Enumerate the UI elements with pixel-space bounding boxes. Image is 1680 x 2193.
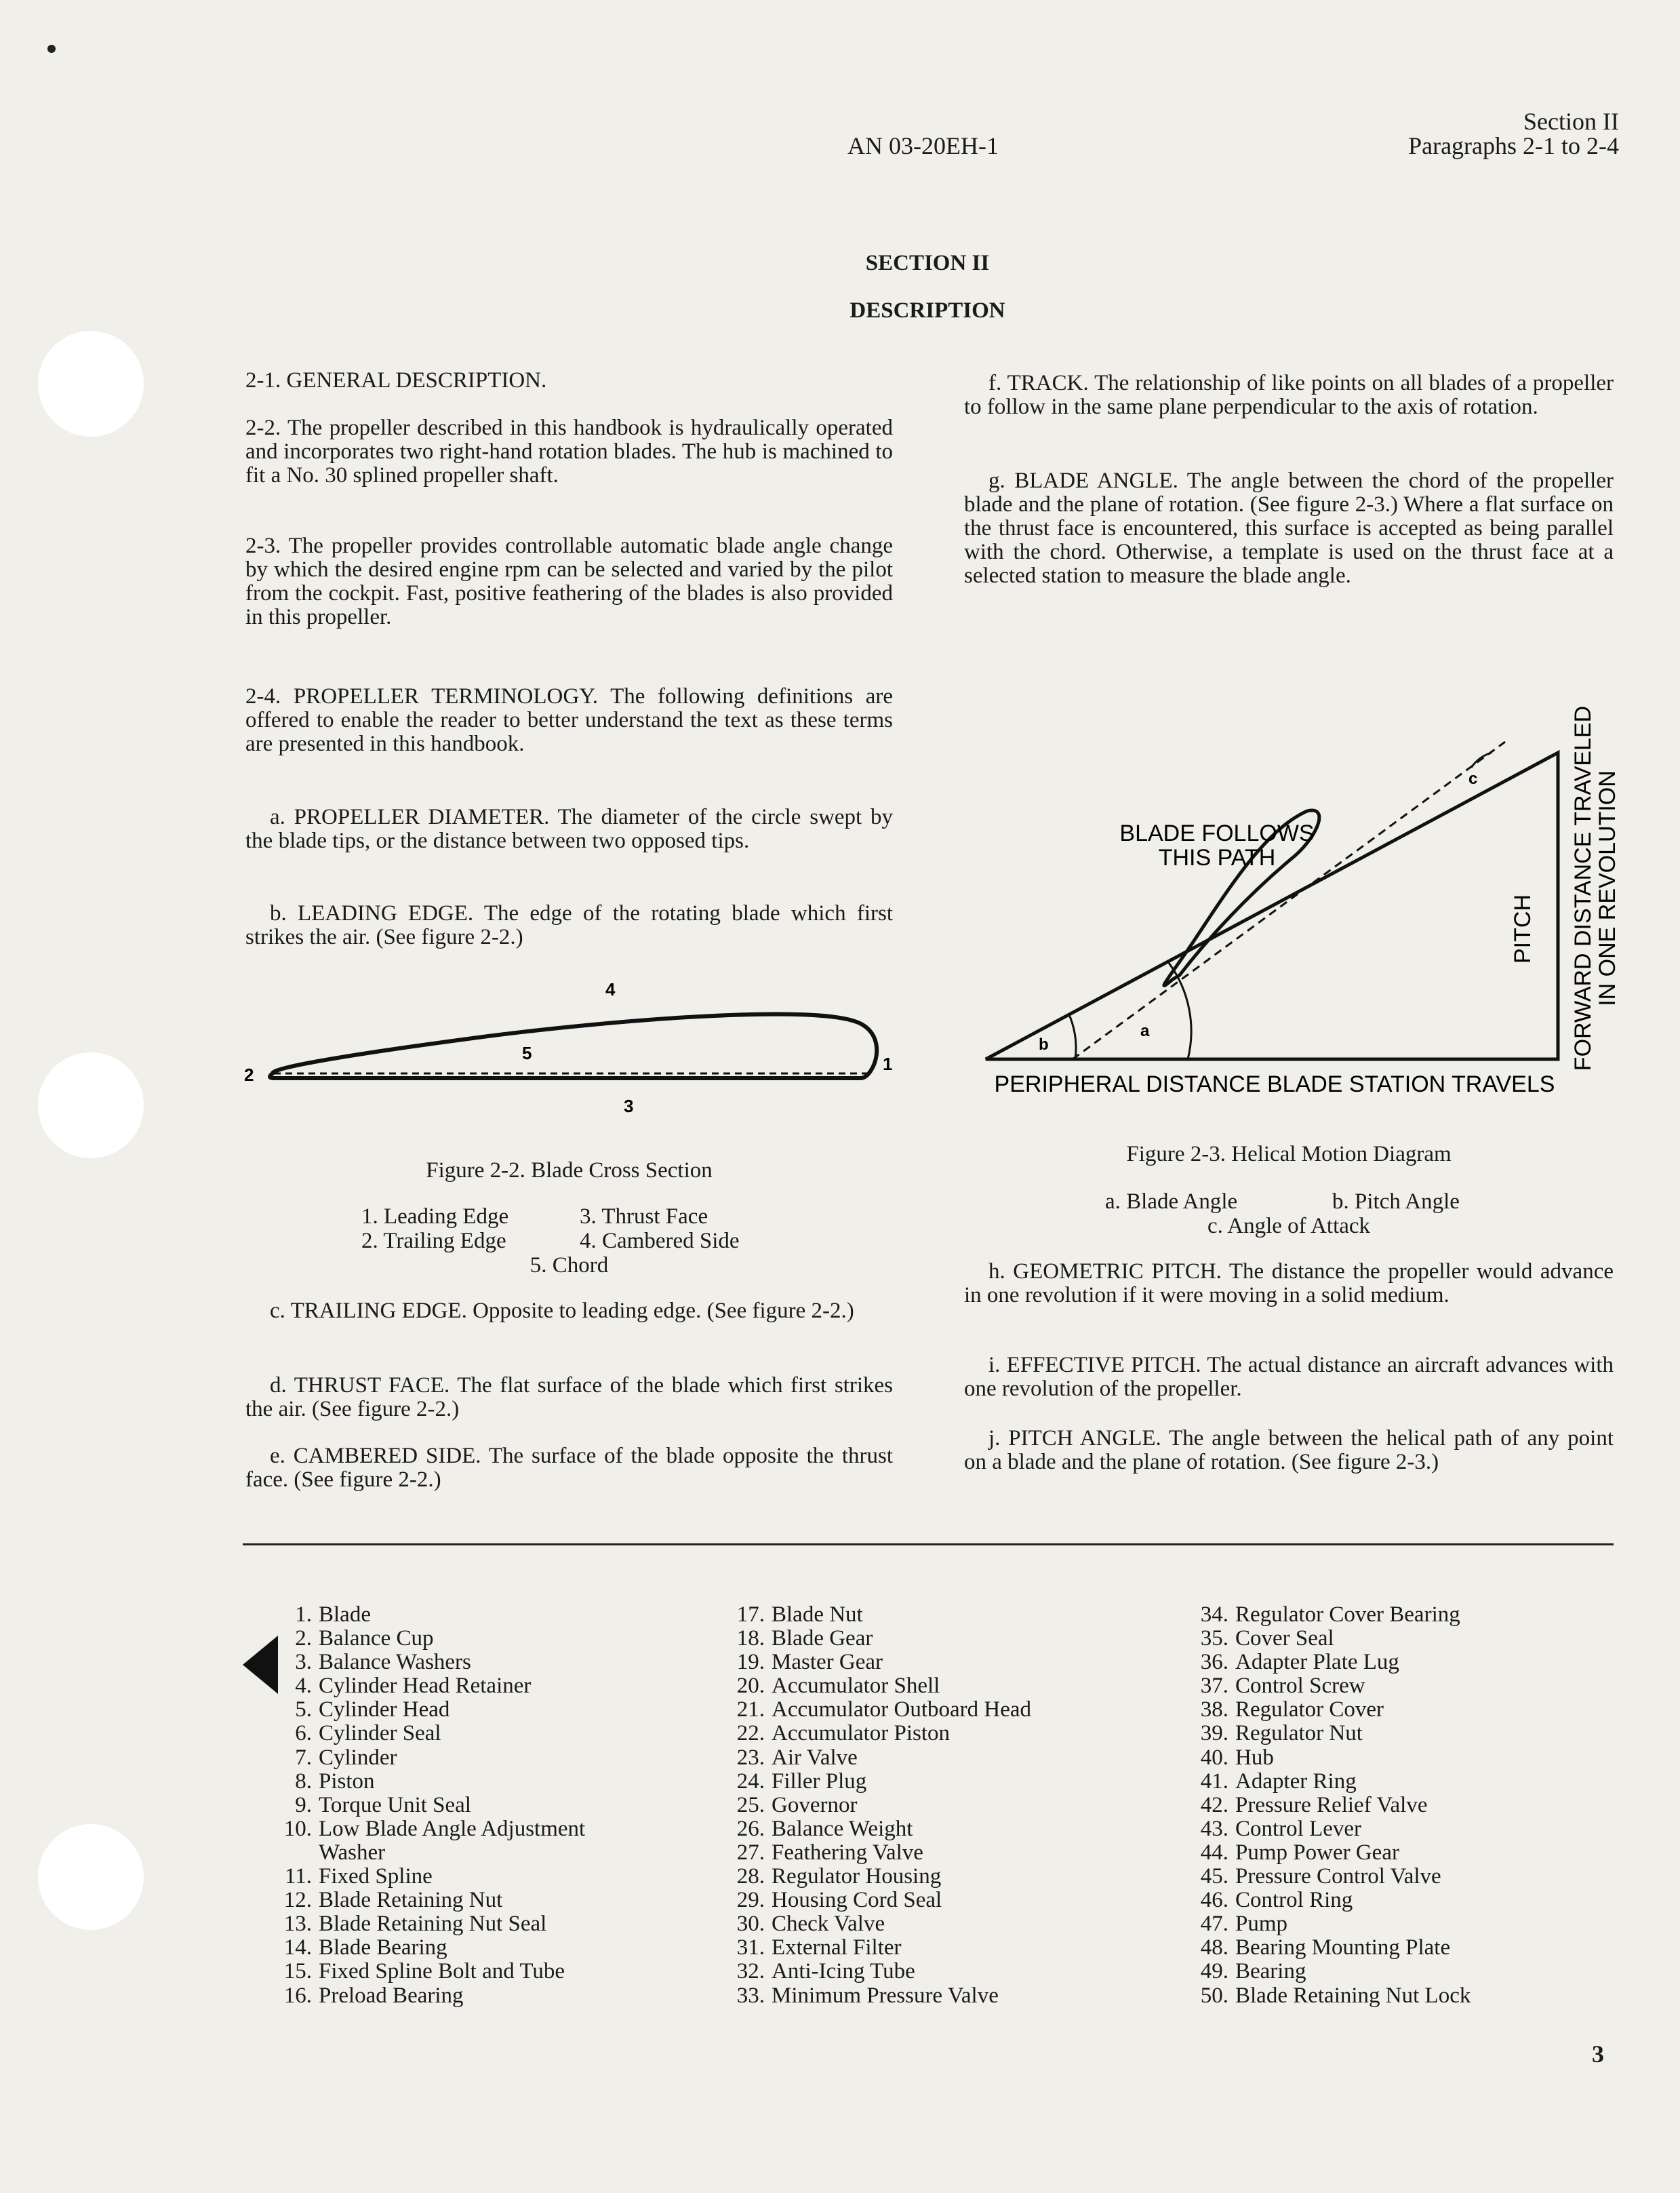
angle-a-label: a bbox=[1140, 1022, 1150, 1040]
part-name: Control Ring bbox=[1235, 1888, 1353, 1913]
part-name: Hub bbox=[1235, 1745, 1274, 1770]
part-name: Blade Bearing bbox=[319, 1935, 447, 1960]
ink-dot bbox=[47, 45, 56, 53]
parts-list-item bbox=[717, 1746, 1031, 1770]
paragraphs-label: Paragraphs 2-1 to 2-4 bbox=[1408, 132, 1619, 159]
parts-list-item bbox=[1181, 1817, 1471, 1841]
parts-list-column-3 bbox=[1181, 1603, 1471, 2008]
para-b: b. LEADING EDGE. The edge of the rotating blade which first strikes the air. (See figure 2-2.) bbox=[245, 901, 893, 949]
part-number: 29. bbox=[736, 1888, 765, 1913]
part-name: Bearing Mounting Plate bbox=[1235, 1935, 1451, 1960]
parts-list-item bbox=[264, 1912, 585, 1936]
path-label-line-2: THIS PATH bbox=[1158, 845, 1276, 871]
label-1: 1 bbox=[883, 1054, 893, 1074]
label-5: 5 bbox=[522, 1043, 532, 1063]
part-name: Blade Retaining Nut Seal bbox=[319, 1912, 547, 1937]
part-name: Accumulator Shell bbox=[772, 1674, 940, 1699]
part-number: 47. bbox=[1200, 1912, 1228, 1937]
parts-list-item bbox=[264, 1627, 585, 1651]
part-number: 17. bbox=[736, 1602, 765, 1627]
part-number: 40. bbox=[1200, 1745, 1228, 1770]
part-number: 5. bbox=[295, 1697, 312, 1722]
part-number: 50. bbox=[1200, 1983, 1228, 2008]
parts-list-item bbox=[717, 1722, 1031, 1745]
para-c: c. TRAILING EDGE. Opposite to leading edge. (See figure 2-2.) bbox=[270, 1299, 854, 1323]
parts-list-item bbox=[1181, 1698, 1471, 1722]
part-number: 22. bbox=[736, 1721, 765, 1746]
parts-list-item bbox=[1181, 1627, 1471, 1651]
parts-list-item bbox=[1181, 1960, 1471, 1983]
label-4: 4 bbox=[605, 979, 616, 1000]
path-label-line-1: BLADE FOLLOWS bbox=[1119, 821, 1315, 846]
part-number: 16. bbox=[283, 1983, 312, 2008]
doc-number: AN 03-20EH-1 bbox=[847, 132, 999, 159]
part-name: Housing Cord Seal bbox=[772, 1888, 942, 1913]
parts-list-item bbox=[717, 1674, 1031, 1698]
legend-item: 1. Leading Edge bbox=[361, 1204, 509, 1229]
parts-list-item bbox=[264, 1674, 585, 1698]
part-name: Regulator Housing bbox=[772, 1864, 942, 1889]
parts-list-item bbox=[1181, 1912, 1471, 1936]
part-name: Minimum Pressure Valve bbox=[772, 1983, 999, 2008]
part-number: 18. bbox=[736, 1626, 765, 1651]
para-2-1: 2-1. GENERAL DESCRIPTION. bbox=[245, 368, 547, 393]
legend-item: 2. Trailing Edge bbox=[361, 1229, 506, 1253]
part-name: External Filter bbox=[772, 1935, 902, 1960]
legend-item: 3. Thrust Face bbox=[580, 1204, 708, 1229]
binder-hole bbox=[38, 1052, 144, 1158]
parts-list-item bbox=[717, 1865, 1031, 1889]
parts-list-item bbox=[264, 1984, 585, 2008]
part-name: Fixed Spline Bolt and Tube bbox=[319, 1959, 565, 1984]
parts-list-item bbox=[264, 1722, 585, 1745]
parts-list-item bbox=[717, 1603, 1031, 1627]
part-name: Pump Power Gear bbox=[1235, 1840, 1399, 1865]
parts-list-item bbox=[264, 1889, 585, 1912]
parts-list-item bbox=[717, 1698, 1031, 1722]
parts-list-item bbox=[717, 1794, 1031, 1817]
part-number: 45. bbox=[1200, 1864, 1228, 1889]
part-number: 41. bbox=[1200, 1769, 1228, 1794]
part-number: 10. bbox=[283, 1816, 312, 1841]
binder-hole bbox=[38, 331, 144, 437]
parts-list-item bbox=[717, 1936, 1031, 1960]
legend-item: c. Angle of Attack bbox=[1207, 1214, 1371, 1238]
part-name: Blade Retaining Nut Lock bbox=[1235, 1983, 1471, 2008]
part-number: 2. bbox=[295, 1626, 312, 1651]
part-name: Blade Retaining Nut bbox=[319, 1888, 503, 1913]
para-f: f. TRACK. The relationship of like points on all blades of a propeller to follow in the same plane perpendicular to the axis of rotation. bbox=[964, 371, 1614, 419]
part-name: Torque Unit Seal bbox=[319, 1792, 471, 1817]
part-number: 15. bbox=[283, 1959, 312, 1984]
parts-list-item bbox=[264, 1841, 585, 1865]
parts-list-item bbox=[1181, 1865, 1471, 1889]
parts-list-item bbox=[1181, 1794, 1471, 1817]
part-number: 19. bbox=[736, 1650, 765, 1675]
figure-2-2-legend-left bbox=[361, 1204, 508, 1253]
part-number: 39. bbox=[1200, 1721, 1228, 1746]
parts-list-item bbox=[717, 1984, 1031, 2008]
part-number: 11. bbox=[284, 1864, 312, 1889]
part-name: Anti-Icing Tube bbox=[772, 1959, 915, 1984]
part-name: Fixed Spline bbox=[319, 1864, 433, 1889]
figure-2-2-legend-right bbox=[580, 1204, 740, 1253]
part-name: Accumulator Outboard Head bbox=[772, 1697, 1032, 1722]
part-number: 24. bbox=[736, 1769, 765, 1794]
helical-motion-figure bbox=[976, 678, 1627, 1112]
part-number: 9. bbox=[295, 1792, 312, 1817]
parts-list-item bbox=[264, 1936, 585, 1960]
part-name: Piston bbox=[319, 1769, 375, 1794]
part-number: 30. bbox=[736, 1912, 765, 1937]
angle-c-label: c bbox=[1468, 770, 1478, 788]
para-d: d. THRUST FACE. The flat surface of the blade which first strikes the air. (See figure 2-2.) bbox=[245, 1373, 893, 1421]
forward-label-line-2: IN ONE REVOLUTION bbox=[1595, 770, 1620, 1006]
parts-list-item bbox=[717, 1651, 1031, 1674]
part-number: 4. bbox=[295, 1674, 312, 1699]
part-name: Cover Seal bbox=[1235, 1626, 1334, 1651]
part-number: 33. bbox=[736, 1983, 765, 2008]
parts-list-column-1 bbox=[264, 1603, 585, 2008]
para-i: i. EFFECTIVE PITCH. The actual distance an aircraft advances with one revolution of the propeller. bbox=[964, 1353, 1614, 1401]
part-name: Low Blade Angle Adjustment bbox=[319, 1816, 586, 1841]
part-number: 42. bbox=[1200, 1792, 1228, 1817]
binder-hole bbox=[38, 1824, 144, 1930]
part-name: Preload Bearing bbox=[319, 1983, 464, 2008]
parts-list-item bbox=[264, 1770, 585, 1794]
angle-b-arc bbox=[1068, 1013, 1076, 1059]
figure-2-3-caption: Figure 2-3. Helical Motion Diagram bbox=[1126, 1142, 1452, 1166]
part-number: 27. bbox=[736, 1840, 765, 1865]
parts-list-item bbox=[717, 1889, 1031, 1912]
part-name: Feathering Valve bbox=[772, 1840, 923, 1865]
section-label: Section II bbox=[1523, 108, 1619, 135]
part-number: 44. bbox=[1200, 1840, 1228, 1865]
parts-list-item bbox=[1181, 1841, 1471, 1865]
para-h: h. GEOMETRIC PITCH. The distance the propeller would advance in one revolution if it were moving in a solid medium. bbox=[964, 1259, 1614, 1307]
page-number: 3 bbox=[1592, 2040, 1604, 2068]
part-number: 14. bbox=[283, 1935, 312, 1960]
para-a: a. PROPELLER DIAMETER. The diameter of the circle swept by the blade tips, or the distance between two opposed tips. bbox=[245, 805, 893, 853]
part-name: Filler Plug bbox=[772, 1769, 867, 1794]
part-name: Adapter Ring bbox=[1235, 1769, 1357, 1794]
parts-list-item bbox=[1181, 1603, 1471, 1627]
part-number: 6. bbox=[295, 1721, 312, 1746]
part-name: Cylinder Head Retainer bbox=[319, 1674, 532, 1699]
part-name: Pump bbox=[1235, 1912, 1288, 1937]
part-name: Check Valve bbox=[772, 1912, 885, 1937]
angle-a-arc bbox=[1169, 963, 1191, 1059]
pitch-label: PITCH bbox=[1510, 894, 1536, 964]
legend-item: 5. Chord bbox=[529, 1253, 609, 1278]
para-e: e. CAMBERED SIDE. The surface of the blade opposite the thrust face. (See figure 2-2.) bbox=[245, 1444, 893, 1492]
legend-item: a. Blade Angle bbox=[1105, 1189, 1238, 1214]
part-name: Cylinder Head bbox=[319, 1697, 450, 1722]
parts-list-item bbox=[1181, 1746, 1471, 1770]
legend-item: b. Pitch Angle bbox=[1332, 1189, 1460, 1214]
part-name: Regulator Nut bbox=[1235, 1721, 1363, 1746]
part-number: 35. bbox=[1200, 1626, 1228, 1651]
part-number: 43. bbox=[1200, 1816, 1228, 1841]
blade-path-line bbox=[1073, 742, 1505, 1059]
label-3: 3 bbox=[624, 1096, 634, 1116]
parts-list-item bbox=[1181, 1651, 1471, 1674]
part-name: Bearing bbox=[1235, 1959, 1306, 1984]
parts-list-item bbox=[717, 1770, 1031, 1794]
blade-profile bbox=[270, 1014, 877, 1078]
figure-2-2-caption: Figure 2-2. Blade Cross Section bbox=[426, 1158, 713, 1183]
part-name: Pressure Relief Valve bbox=[1235, 1792, 1428, 1817]
part-number: 3. bbox=[295, 1650, 312, 1675]
part-number: 49. bbox=[1200, 1959, 1228, 1984]
part-name: Control Screw bbox=[1235, 1674, 1365, 1699]
para-2-3: 2-3. The propeller provides controllable automatic blade angle change by which the desired engine rpm can be selected and varied by the pilot from the cockpit. Fast, positive feathering of the blades is also provided in this propeller. bbox=[245, 534, 893, 629]
part-number: 8. bbox=[295, 1769, 312, 1794]
parts-list-item bbox=[717, 1841, 1031, 1865]
parts-list-item bbox=[1181, 1674, 1471, 1698]
part-number: 28. bbox=[736, 1864, 765, 1889]
part-name: Blade bbox=[319, 1602, 371, 1627]
part-name: Balance Weight bbox=[772, 1816, 913, 1841]
legend-item: 4. Cambered Side bbox=[580, 1229, 740, 1253]
part-number: 34. bbox=[1200, 1602, 1228, 1627]
parts-list-item bbox=[1181, 1936, 1471, 1960]
blade-cross-section-figure bbox=[231, 970, 908, 1119]
part-number: 13. bbox=[283, 1912, 312, 1937]
parts-list-item bbox=[264, 1794, 585, 1817]
parts-list-item bbox=[1181, 1770, 1471, 1794]
part-number: 31. bbox=[736, 1935, 765, 1960]
part-name: Washer bbox=[319, 1840, 386, 1865]
part-name: Adapter Plate Lug bbox=[1235, 1650, 1399, 1675]
part-number: 32. bbox=[736, 1959, 765, 1984]
pitch-triangle bbox=[986, 753, 1558, 1059]
part-number: 7. bbox=[295, 1745, 312, 1770]
part-name: Cylinder bbox=[319, 1745, 397, 1770]
part-number: 23. bbox=[736, 1745, 765, 1770]
parts-list-column-2 bbox=[717, 1603, 1031, 2008]
part-name: Balance Cup bbox=[319, 1626, 434, 1651]
part-name: Balance Washers bbox=[319, 1650, 471, 1675]
parts-list-item bbox=[264, 1960, 585, 1983]
part-name: Blade Gear bbox=[772, 1626, 873, 1651]
parts-list-item bbox=[264, 1698, 585, 1722]
parts-list-item bbox=[264, 1603, 585, 1627]
parts-list-item bbox=[264, 1817, 585, 1841]
part-number: 37. bbox=[1200, 1674, 1228, 1699]
part-name: Accumulator Piston bbox=[772, 1721, 951, 1746]
part-name: Regulator Cover bbox=[1235, 1697, 1384, 1722]
parts-list-item bbox=[717, 1627, 1031, 1651]
part-number: 46. bbox=[1200, 1888, 1228, 1913]
angle-b-label: b bbox=[1039, 1035, 1049, 1054]
parts-list-item bbox=[1181, 1722, 1471, 1745]
parts-list-item bbox=[264, 1651, 585, 1674]
base-label: PERIPHERAL DISTANCE BLADE STATION TRAVELS bbox=[994, 1071, 1555, 1097]
part-name: Pressure Control Valve bbox=[1235, 1864, 1441, 1889]
para-2-2: 2-2. The propeller described in this handbook is hydraulically operated and incorporates two right-hand rotation blades. The hub is machined to fit a No. 30 splined propeller shaft. bbox=[245, 416, 893, 488]
section-title: SECTION II bbox=[865, 251, 990, 275]
part-name: Regulator Cover Bearing bbox=[1235, 1602, 1460, 1627]
part-name: Control Lever bbox=[1235, 1816, 1362, 1841]
parts-list-item bbox=[1181, 1984, 1471, 2008]
parts-list-item bbox=[264, 1865, 585, 1889]
parts-list-item bbox=[717, 1960, 1031, 1983]
parts-list-item bbox=[1181, 1889, 1471, 1912]
label-2: 2 bbox=[244, 1065, 254, 1085]
part-number: 12. bbox=[283, 1888, 312, 1913]
part-number: 25. bbox=[736, 1792, 765, 1817]
part-name: Blade Nut bbox=[772, 1602, 863, 1627]
section-subtitle: DESCRIPTION bbox=[849, 298, 1005, 323]
para-g: g. BLADE ANGLE. The angle between the chord of the propeller blade and the plane of rotation. (See figure 2-3.) Where a flat surface on the thrust face is encountered, this surface is accepted as being parallel with the chord. Otherwise, a template is used on the thrust face at a selected station to measure the blade angle. bbox=[964, 469, 1614, 588]
part-number: 1. bbox=[295, 1602, 312, 1627]
part-name: Cylinder Seal bbox=[319, 1721, 441, 1746]
para-2-4: 2-4. PROPELLER TERMINOLOGY. The following definitions are offered to enable the reader to better understand the text as these terms are presented in this handbook. bbox=[245, 684, 893, 756]
parts-list-item bbox=[264, 1746, 585, 1770]
forward-label-line-1: FORWARD DISTANCE TRAVELED bbox=[1570, 705, 1596, 1071]
parts-list-item bbox=[717, 1817, 1031, 1841]
part-name: Governor bbox=[772, 1792, 858, 1817]
section-divider bbox=[243, 1543, 1614, 1545]
part-number: 48. bbox=[1200, 1935, 1228, 1960]
para-j: j. PITCH ANGLE. The angle between the helical path of any point on a blade and the plane of rotation. (See figure 2-3.) bbox=[964, 1426, 1614, 1474]
part-number: 20. bbox=[736, 1674, 765, 1699]
part-number: 21. bbox=[736, 1697, 765, 1722]
parts-list-item bbox=[717, 1912, 1031, 1936]
part-number: 38. bbox=[1200, 1697, 1228, 1722]
part-name: Air Valve bbox=[772, 1745, 858, 1770]
part-number: 36. bbox=[1200, 1650, 1228, 1675]
part-name: Master Gear bbox=[772, 1650, 883, 1675]
part-number: 26. bbox=[736, 1816, 765, 1841]
